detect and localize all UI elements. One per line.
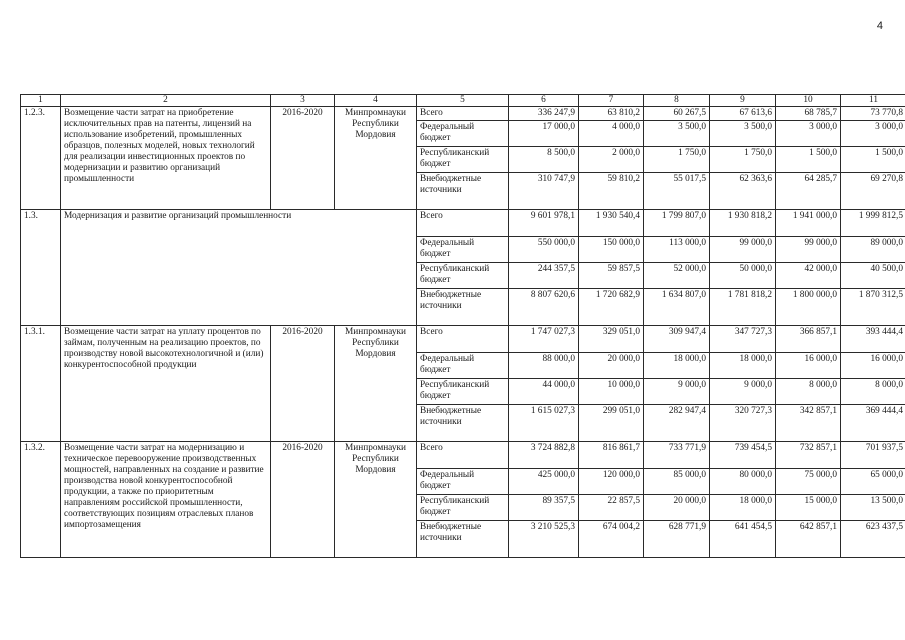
amount-cell: 393 444,4 [841,326,905,353]
amount-cell: 369 444,4 [841,405,905,442]
amount-cell: 3 000,0 [841,121,905,147]
amount-cell: 642 857,1 [776,521,841,558]
amount-cell: 733 771,9 [644,442,710,469]
amount-cell: 18 000,0 [710,495,776,521]
amount-cell: 1 930 818,2 [710,210,776,237]
amount-cell: 16 000,0 [841,353,905,379]
amount-cell: 641 454,5 [710,521,776,558]
column-number: 9 [710,95,776,107]
amount-cell: 113 000,0 [644,237,710,263]
column-number: 11 [841,95,905,107]
section-period: 2016-2020 [271,442,335,558]
amount-cell: 60 267,5 [644,107,710,121]
funding-source-label: Внебюджетные источники [417,521,509,558]
funding-source-label: Республиканский бюджет [417,263,509,289]
amount-cell: 9 601 978,1 [509,210,579,237]
amount-cell: 8 000,0 [776,379,841,405]
funding-source-label: Федеральный бюджет [417,237,509,263]
amount-cell: 13 500,0 [841,495,905,521]
amount-cell: 244 357,5 [509,263,579,289]
amount-cell: 44 000,0 [509,379,579,405]
amount-cell: 75 000,0 [776,469,841,495]
amount-cell: 336 247,9 [509,107,579,121]
amount-cell: 3 000,0 [776,121,841,147]
amount-cell: 366 857,1 [776,326,841,353]
amount-cell: 20 000,0 [644,495,710,521]
amount-cell: 1 634 807,0 [644,289,710,326]
section-code: 1.3. [21,210,61,326]
amount-cell: 99 000,0 [776,237,841,263]
amount-cell: 8 000,0 [841,379,905,405]
amount-cell: 309 947,4 [644,326,710,353]
section-executor: Минпромнауки Республики Мордовия [335,107,417,210]
section-name: Возмещение части затрат на уплату процентов по займам, полученным на реализацию проектов, по производству новой высокотехнологичной и (или) конкурентоспособной продукции [61,326,271,442]
funding-source-label: Внебюджетные источники [417,289,509,326]
amount-cell: 88 000,0 [509,353,579,379]
amount-cell: 342 857,1 [776,405,841,442]
amount-cell: 20 000,0 [579,353,644,379]
amount-cell: 16 000,0 [776,353,841,379]
amount-cell: 623 437,5 [841,521,905,558]
amount-cell: 816 861,7 [579,442,644,469]
amount-cell: 50 000,0 [710,263,776,289]
amount-cell: 55 017,5 [644,173,710,210]
amount-cell: 73 770,8 [841,107,905,121]
funding-source-label: Федеральный бюджет [417,121,509,147]
section-executor: Минпромнауки Республики Мордовия [335,442,417,558]
section-name: Модернизация и развитие организаций промышленности [61,210,417,326]
amount-cell: 63 810,2 [579,107,644,121]
amount-cell: 3 500,0 [644,121,710,147]
section-executor: Минпромнауки Республики Мордовия [335,326,417,442]
amount-cell: 1 870 312,5 [841,289,905,326]
section-period: 2016-2020 [271,107,335,210]
table-row [21,107,905,121]
amount-cell: 3 210 525,3 [509,521,579,558]
amount-cell: 701 937,5 [841,442,905,469]
section-code: 1.3.2. [21,442,61,558]
amount-cell: 320 727,3 [710,405,776,442]
column-number: 7 [579,95,644,107]
amount-cell: 282 947,4 [644,405,710,442]
amount-cell: 329 051,0 [579,326,644,353]
amount-cell: 65 000,0 [841,469,905,495]
amount-cell: 150 000,0 [579,237,644,263]
funding-source-label: Федеральный бюджет [417,353,509,379]
section-code: 1.3.1. [21,326,61,442]
amount-cell: 1 941 000,0 [776,210,841,237]
section-name: Возмещение части затрат на модернизацию и техническое перевооружение производственных мощностей, направленных на создание и развитие производства новой конкурентоспособной продукции, а также по приоритетным направлениям российской промышленности, соответствующих позициям отраслевых планов импортозамещения [61,442,271,558]
amount-cell: 89 357,5 [509,495,579,521]
column-number: 2 [61,95,271,107]
amount-cell: 674 004,2 [579,521,644,558]
amount-cell: 3 500,0 [710,121,776,147]
amount-cell: 8 500,0 [509,147,579,173]
amount-cell: 732 857,1 [776,442,841,469]
amount-cell: 15 000,0 [776,495,841,521]
column-number: 5 [417,95,509,107]
amount-cell: 9 000,0 [710,379,776,405]
amount-cell: 1 930 540,4 [579,210,644,237]
section-name: Возмещение части затрат на приобретение исключительных прав на патенты, лицензий на использование изобретений, промышленных образцов, полезных моделей, новых технологий для реализации инвестиционных проектов по модернизации и развитию организаций промышленности [61,107,271,210]
table-row [21,326,905,353]
table-row [21,210,905,237]
amount-cell: 310 747,9 [509,173,579,210]
column-number: 4 [335,95,417,107]
column-number: 3 [271,95,335,107]
funding-source-label: Федеральный бюджет [417,469,509,495]
amount-cell: 17 000,0 [509,121,579,147]
amount-cell: 42 000,0 [776,263,841,289]
amount-cell: 18 000,0 [710,353,776,379]
amount-cell: 1 500,0 [841,147,905,173]
amount-cell: 1 781 818,2 [710,289,776,326]
amount-cell: 347 727,3 [710,326,776,353]
column-number: 10 [776,95,841,107]
funding-source-label: Республиканский бюджет [417,495,509,521]
funding-source-label: Всего [417,107,509,121]
amount-cell: 52 000,0 [644,263,710,289]
amount-cell: 1 500,0 [776,147,841,173]
amount-cell: 67 613,6 [710,107,776,121]
amount-cell: 1 800 000,0 [776,289,841,326]
column-number-row [21,95,905,107]
funding-source-label: Республиканский бюджет [417,147,509,173]
amount-cell: 18 000,0 [644,353,710,379]
amount-cell: 85 000,0 [644,469,710,495]
amount-cell: 99 000,0 [710,237,776,263]
column-number: 6 [509,95,579,107]
amount-cell: 2 000,0 [579,147,644,173]
amount-cell: 40 500,0 [841,263,905,289]
table-row [21,442,905,469]
amount-cell: 9 000,0 [644,379,710,405]
amount-cell: 69 270,8 [841,173,905,210]
amount-cell: 1 799 807,0 [644,210,710,237]
amount-cell: 68 785,7 [776,107,841,121]
amount-cell: 1 747 027,3 [509,326,579,353]
amount-cell: 10 000,0 [579,379,644,405]
amount-cell: 59 810,2 [579,173,644,210]
funding-source-label: Внебюджетные источники [417,173,509,210]
amount-cell: 8 807 620,6 [509,289,579,326]
section-period: 2016-2020 [271,326,335,442]
amount-cell: 1 720 682,9 [579,289,644,326]
amount-cell: 425 000,0 [509,469,579,495]
funding-source-label: Внебюджетные источники [417,405,509,442]
amount-cell: 59 857,5 [579,263,644,289]
amount-cell: 89 000,0 [841,237,905,263]
amount-cell: 120 000,0 [579,469,644,495]
amount-cell: 1 999 812,5 [841,210,905,237]
amount-cell: 299 051,0 [579,405,644,442]
amount-cell: 1 750,0 [710,147,776,173]
amount-cell: 1 615 027,3 [509,405,579,442]
amount-cell: 80 000,0 [710,469,776,495]
funding-source-label: Всего [417,442,509,469]
amount-cell: 3 724 882,8 [509,442,579,469]
funding-source-label: Всего [417,210,509,237]
amount-cell: 628 771,9 [644,521,710,558]
amount-cell: 739 454,5 [710,442,776,469]
amount-cell: 1 750,0 [644,147,710,173]
amount-cell: 64 285,7 [776,173,841,210]
column-number: 1 [21,95,61,107]
page-number: 4 [876,20,883,32]
amount-cell: 62 363,6 [710,173,776,210]
amount-cell: 4 000,0 [579,121,644,147]
amount-cell: 550 000,0 [509,237,579,263]
funding-table [20,94,905,558]
funding-source-label: Всего [417,326,509,353]
funding-source-label: Республиканский бюджет [417,379,509,405]
section-code: 1.2.3. [21,107,61,210]
amount-cell: 22 857,5 [579,495,644,521]
column-number: 8 [644,95,710,107]
